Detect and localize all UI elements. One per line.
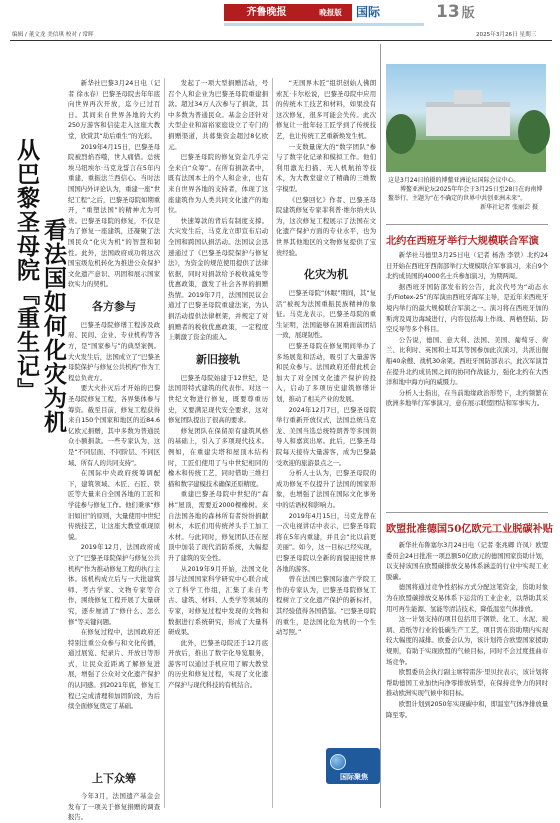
section-label: 国际	[356, 5, 381, 19]
headline-line1: 从巴黎圣母院『重生记』	[13, 138, 40, 402]
photo-tree	[518, 110, 550, 154]
article-column-1	[68, 78, 160, 808]
article-paragraph: 2019年4月15日，马克龙曾在一次电视讲话中表示，巴黎圣母院将在5年内重建，并且会“比以前更美丽”。如今，这一目标已经实现，巴黎圣母院以全新的面貌迎接世界各地的游客。	[276, 511, 376, 573]
article-paragraph: 曾在法国巴黎国际遗产学院工作的专家认为，巴黎圣母院修复工程树立了文化遗产保护的新标杆，其经验值得各国借鉴。“巴黎圣母院的重生，是法国化危为机的一个生动写照。”	[276, 575, 376, 637]
article-paragraph: 巴黎圣母院的修复资金几乎完全来自“众筹”。在所有捐款者中，既有法国本土的个人和企业，也有来自世界各地的支持者，体现了这座建筑作为人类共同文化遗产的地位。	[168, 153, 268, 215]
news-paragraph: 德国将通过竞争性招标方式分配这笔资金，资助对象为在欧盟碳排放交易体系下运营的工业企业，以帮助其采用可再生能源、氢能等清洁技术，降低温室气体排放。	[386, 583, 548, 613]
subheading-crisis-opportunity: 化灾为机	[304, 268, 348, 282]
edition-text: 晚报版	[319, 8, 342, 17]
article-paragraph: 快速筹款的背后有制度支撑。大灾发生后，马克龙立即宣布启动全国和跨国认捐活动。法国议会迅速通过了《巴黎圣母院保护与修复法》，为资金的规范使用提供了法律依据，同时对捐款给予税收减免等优惠政策，激发了社会各界的捐赠热情。2019年7月，法国国民议会通过了巴黎圣母院重建法案，为认捐活动提供法律框架，并规定了对捐赠者的税收优惠政策，一定程度上刺激了资金的流入。	[168, 216, 268, 342]
news-paragraph: 分析人士指出，在当前地缘政治形势下，北约频繁在欧洲多地举行军事演习，意在展示联盟团结和军事实力。	[386, 388, 548, 408]
column-divider	[164, 78, 165, 808]
photo-building	[426, 102, 510, 136]
article-paragraph: 修复团队在保留原有建筑风格的基础上，引入了多项现代技术。例如，在重建尖塔和屋顶木结构时，工匠们使用了与中世纪相同的橡木和传统工艺，同时借助三维扫描和数字建模技术确保还原精度。	[168, 426, 268, 488]
banner-label: 国际聚焦	[340, 773, 368, 781]
article-paragraph: 巴黎圣母院在修复期间举办了多场展览和活动，吸引了大量游客和民众参与。法国政府还借此机会加大了对全国文化遗产保护的投入，启动了多项历史建筑修缮计划，推动了相关产业的发展。	[276, 342, 376, 404]
section-divider	[386, 512, 548, 513]
page-header	[0, 0, 560, 44]
article-column-2	[168, 78, 268, 808]
news-paragraph: 新华社布鲁塞尔3月24日电（记者 张兆卿 许凤）欧盟委员会24日批准一项总额50亿欧元的德国国家资助计划，以支持该国在欧盟碳排放交易体系涵盖的行业中实现工业脱碳。	[386, 541, 548, 581]
article-paragraph: 分析人士认为，巴黎圣母院的成功修复不仅提升了法国的国家形象，也增强了法国在国际文化事务中的话语权和影响力。	[276, 469, 376, 509]
subheading-participation: 各方参与	[92, 299, 136, 313]
article-paragraph: 2019年4月15日，巴黎圣母院被烈焰吞噬，世人痛惜。总统埃马纽埃尔·马克龙誓言在5年内重建，重振法兰西信心。当时法国国内外评论认为，重建一座“世纪工程”之后，巴黎圣母院如期重开，“重塑法国”的精神尤为可贵。巴黎圣母院的修复，不仅是为了修复一座建筑，还凝聚了法国民众“化灾为机”的智慧和韧性。此外，法国政府成功将这次国宝级危机转化为推进公众保护文化遗产意识、巩固和展示国家软实力的契机。	[68, 142, 160, 289]
page-number	[436, 2, 475, 22]
globe-icon	[330, 754, 346, 770]
article-paragraph: 从2019年9月开始，法国文化部与法国国家科学研究中心联合成立了科学工作组，汇集了来自考古、建筑、材料、人类学等领域的专家，对修复过程中发现的文物和数据进行系统研究，形成了大量科研成果。	[168, 564, 268, 637]
international-focus-banner	[326, 748, 380, 784]
section-bar	[224, 23, 424, 26]
news-paragraph: 新华社马德里3月25日电（记者 杨浩 李铁）北约24日开始在西班牙西南部举行大规模联合军事演习，来自9个北约成员国的4000名士兵参加演习，为期两周。	[386, 251, 548, 281]
photo-building-tower	[454, 90, 482, 104]
article-paragraph: 今年3月，法国遗产基金会发布了一项关于修复捐赠的调查报告。	[68, 792, 160, 822]
photo-caption-detail: 博鳌亚洲论坛2025年年会于3月25日至28日在海南博鳌举行，主题为“在不确定的世界中共创亚洲未来”。	[388, 186, 543, 202]
article-paragraph: 一支数量庞大的“数字团队”参与了数字化记录和模拟工作。他们利用激光扫描、无人机航拍等技术，为大教堂建立了精确的三维数字模型。	[276, 142, 376, 193]
news-title-nato-drill: 北约在西班牙举行大规模联合军演	[386, 235, 539, 247]
headline	[13, 138, 67, 668]
masthead-title: 齐鲁晚报	[246, 7, 287, 18]
editors-line: 编辑 / 董文龙 美信琪 校对 / 常晖	[12, 32, 94, 38]
subheading-old-new: 新旧接轨	[196, 352, 240, 366]
news-paragraph: 欧盟委员会执行副主席特雷莎·里贝拉表示，该计划将帮助德国工业加快向净零排放转型，在保持竞争力的同时推动欧洲实现气候中和目标。	[386, 668, 548, 698]
article-paragraph: 在国际中央政府统筹调配下，建筑领域、木匠、石匠、铁匠等大量来自全国各地的工匠和学徒参与修复工作。他们秉承“修旧如旧”的原则，大量使用中世纪传统技艺，让这座大教堂重现原貌。	[68, 469, 160, 541]
article-paragraph: 新华社巴黎3月24日电（记者 徐永春）巴黎圣母院去年年底向世界再次开放，迄今已过百日。其间来自世界各地的大约250万游客和信徒走入这座大教堂，欣赏其“劫后重生”的光彩。	[68, 79, 160, 140]
article-paragraph: 2024年12月7日，巴黎圣母院举行重新开放仪式，法国总统马克龙、美国当选总统特朗普等多国领导人和嘉宾出席。此后，巴黎圣母院每天接待大量游客，成为巴黎最受欢迎的旅游景点之一。	[276, 405, 376, 467]
photo-credit: 新华社记者 张丽芸 摄	[480, 204, 538, 211]
photo-caption	[388, 176, 546, 212]
page-number-unit: 版	[461, 6, 475, 21]
masthead-logo	[224, 4, 309, 21]
news-paragraph: 公告说，德国、意大利、法国、美国、葡萄牙、荷兰、比利时、英国和土耳其等国参加此次演习，共派出舰船40余艘、战机30余架。西班牙国防部表示，此次军演旨在提升北约成员国之间的协同作战能力，强化北约在大西洋和地中海方向的威慑力。	[386, 335, 548, 387]
article-paragraph: 重建巴黎圣母院中世纪的“森林”屋顶，需要近2000棵橡树。来自法国各地的森林所有者纷纷捐献树木，木匠们用传统斧头手工加工木材。与此同时，修复团队还在屋顶中加装了现代消防系统，大幅提升了建筑的安全性。	[168, 490, 268, 562]
news-title-eu-subsidy: 欧盟批准德国50亿欧元工业脱碳补贴	[386, 523, 553, 535]
article-paragraph: 发起了一项大型捐赠活动，号召个人和企业为巴黎圣母院重建捐款。超过34万人次参与了捐款，其中多数为普通民众。基金会还针对大型企业和富裕家庭设立了专门的捐赠渠道，共募集资金超过8亿欧元。	[168, 79, 268, 151]
article-paragraph: 在修复过程中，法国政府还特别注重公众参与和文化传播，通过展览、纪录片、开放日等形式，让民众近距离了解修复进展，增强了公众对文化遗产保护的认同感。到2021年底，修复工程已完成清理和加固阶段，为后续全面修复奠定了基础。	[68, 628, 160, 711]
article-paragraph: 巴黎圣母院修缮工程涉及政府、民间、企业、专业机构等各方，是“国家参与”的典型案例。大火发生后，法国成立了“巴黎圣母院保护与修复公共机构”作为工程总负责方。	[68, 320, 160, 382]
header-rule	[10, 40, 552, 41]
photo-boao	[386, 64, 546, 172]
news-paragraph: 欧盟计划到2050年实现碳中和，即温室气体净排放量降至零。	[386, 699, 548, 719]
page-number-value: 13	[436, 2, 460, 22]
column-divider	[380, 44, 381, 808]
article-paragraph: “无国界木匠”组织创始人佛朗索瓦·卡尔松说，巴黎圣母院中应用的传统木工技艺和材料，如果没有这次修复，很多可能会失传。此次修复让一批年轻工匠学到了传统技艺，也让传统工艺重新焕发生机。	[276, 79, 376, 140]
photo-caption-line: 这是3月24日拍摄的博鳌亚洲论坛国际会议中心。	[388, 177, 520, 184]
article-paragraph: 此外，巴黎圣母院还于12月底开放后，推出了数字化导览服务，游客可以通过手机应用了解大教堂的历史和修复过程，实现了文化遗产保护与现代科技的有机结合。	[168, 638, 268, 690]
news-paragraph: 据西班牙国防部发布的公告，此次代号为“动态水手/Flotex-25”的军演由西班牙海军主导，是近年来西班牙境内举行的最大规模联合军演之一。演习将在西班牙加的斯湾及周边海域进行，内容包括海上作战、两栖登陆、防空反导等多个科目。	[386, 282, 548, 334]
section-divider	[386, 224, 548, 225]
subheading-crowdfunding: 上下众筹	[92, 772, 136, 785]
news-body-eu-subsidy	[386, 540, 548, 808]
issue-date: 2025年3月26日 星期三	[476, 32, 537, 38]
article-paragraph: 《巴黎回忆》作者、巴黎圣母院建筑修复专家菲利普·维尔纳夫认为，这次修复工程展示了法国在文化遗产保护方面的专业水平，也为世界其他地区的文物修复提供了宝贵经验。	[276, 195, 376, 257]
edition-label	[309, 4, 352, 21]
article-paragraph: 巴黎圣母院“休眠”期间，其“复活”被视为法国重振民族精神的象征。马克龙表示，巴黎圣母院的重生证明，法国能够在困难面前团结一致，展现韧性。	[276, 289, 376, 340]
article-paragraph: 要大火扑灭后才开始的巴黎圣母院修复工程，各界集体参与筹资。截至目前，修复工程获得来自150个国家和地区的近84.6亿欧元捐赠，其中多数为普通民众小额捐款。一些专家认为，这是“不同层面、不同阶层、不同区域、所有人的共同支持”。	[68, 384, 160, 467]
article-paragraph: 巴黎圣母院始建于12世纪，是法国哥特式建筑的代表作。对这一世纪文物进行修复，既要尊重历史，又要满足现代安全要求，这对修复团队提出了很高的要求。	[168, 373, 268, 425]
news-paragraph: 这一计划支持的项目包括用于钢铁、化工、水泥、玻璃、造纸等行业的低碳生产工艺，项目需在资助期内实现较大幅度的减排。欧委会认为，该计划符合欧盟国家援助规则，有助于实现欧盟的气候目标，同时不会过度扭曲市场竞争。	[386, 615, 548, 666]
photo-tree	[386, 114, 416, 154]
subheading-crowdfunding-wrap	[68, 770, 160, 822]
column-divider	[272, 78, 273, 808]
news-body-nato-drill	[386, 250, 548, 500]
headline-line2: 看法国如何化灾为机	[40, 218, 67, 434]
article-column-3	[276, 78, 376, 738]
article-paragraph: 2019年12月，法国政府成立了“巴黎圣母院保护与修复公共机构”作为推动修复工程的执行主体。该机构成立后与一大批建筑师、考古学家、文物专家等合作，围绕修复工程开展了大量研究，逐步厘清了“修什么、怎么修”等关键问题。	[68, 543, 160, 626]
